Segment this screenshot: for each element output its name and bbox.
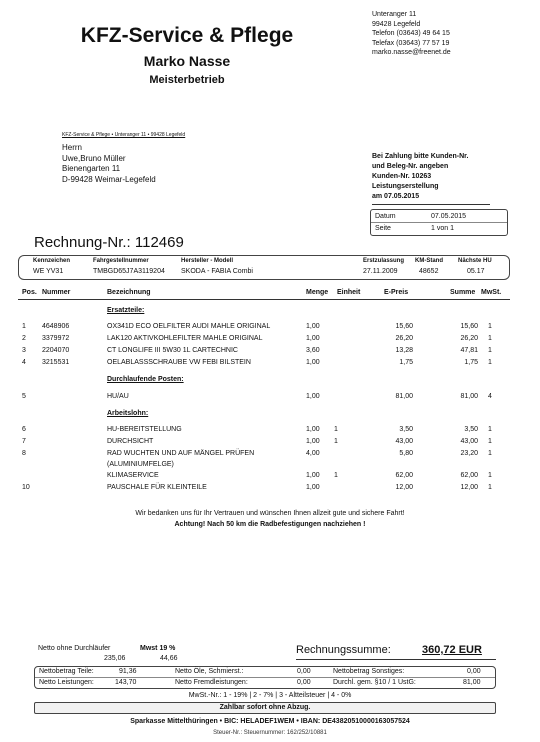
vehicle-header: Erstzulassung xyxy=(363,258,405,264)
table-row xyxy=(0,436,540,448)
item-pos: 5 xyxy=(22,393,26,400)
item-unit-price: 43,00 xyxy=(395,438,413,445)
date-label: Datum xyxy=(375,213,396,220)
vehicle-header: Kennzeichen xyxy=(33,258,71,264)
col-summe: Summe xyxy=(450,289,476,296)
item-total: 26,20 xyxy=(460,335,478,342)
netto-leistungen-label: Netto Leistungen: xyxy=(39,679,94,686)
payment-terms: Zahlbar sofort ohne Abzug. xyxy=(219,704,311,711)
item-unit-price: 26,20 xyxy=(395,335,413,342)
item-total: 3,50 xyxy=(464,426,478,433)
item-quantity: 1,00 xyxy=(306,335,320,342)
item-description: OX341D ECO OELFILTER AUDI MAHLE ORIGINAL xyxy=(107,323,271,330)
warning-text: Achtung! Nach 50 km die Radbefestigungen nachziehen ! xyxy=(174,521,366,528)
next-hu: 05.17 xyxy=(467,268,485,275)
date-value: 07.05.2015 xyxy=(431,213,467,220)
table-row xyxy=(0,357,540,369)
vehicle-header: Hersteller - Modell xyxy=(181,258,234,264)
col-pos: Pos. xyxy=(22,289,37,296)
item-total: 81,00 xyxy=(460,393,478,400)
netto-label: Netto ohne Durchläufer xyxy=(38,645,111,652)
totals-box xyxy=(34,666,496,689)
netto-fremd-label: Netto Fremdleistungen: xyxy=(175,679,248,686)
item-vat-code: 1 xyxy=(488,359,492,366)
table-header xyxy=(0,287,540,299)
page-label: Seite xyxy=(375,225,391,232)
item-vat-code: 1 xyxy=(488,484,492,491)
contact-line: Telefax (03643) 77 57 19 xyxy=(372,39,450,47)
netto-sonstiges-label: Nettobetrag Sonstiges: xyxy=(333,668,405,675)
item-unit-price: 62,00 xyxy=(395,472,413,479)
vehicle-header: KM-Stand xyxy=(415,258,443,264)
item-number: 2204070 xyxy=(42,347,70,354)
thanks-text: Wir bedanken uns für Ihr Vertrauen und wünschen Ihnen allzeit gute und sichere Fahrt! xyxy=(135,510,405,517)
item-quantity: 1,00 xyxy=(306,438,320,445)
item-total: 1,75 xyxy=(464,359,478,366)
item-vat-code: 1 xyxy=(488,472,492,479)
notice-line: Kunden-Nr. 10263 xyxy=(372,173,432,180)
netto-fremd-value: 0,00 xyxy=(297,679,311,686)
company-subtitle: Meisterbetrieb xyxy=(149,74,225,86)
mileage: 48652 xyxy=(419,268,439,275)
netto-teile-value: 91,36 xyxy=(119,668,137,675)
license-plate: WE YV31 xyxy=(33,268,64,275)
recipient-address xyxy=(62,143,156,185)
item-pos: 6 xyxy=(22,426,26,433)
item-quantity: 1,00 xyxy=(306,359,320,366)
mwst-value: 44,66 xyxy=(160,655,178,662)
item-unit: 1 xyxy=(334,472,338,479)
notice-line: am 07.05.2015 xyxy=(372,193,420,200)
item-description: HU-BEREITSTELLUNG xyxy=(107,426,182,433)
item-quantity: 1,00 xyxy=(306,323,320,330)
vehicle-header: Fahrgestellnummer xyxy=(93,258,149,264)
durchl-value: 81,00 xyxy=(463,679,481,686)
item-description: CT LONGLIFE III 5W30 1L CARTECHNIC xyxy=(107,347,238,354)
col-menge: Menge xyxy=(306,289,329,296)
col-bezeichnung: Bezeichnung xyxy=(107,289,151,296)
sum-label: Rechnungssumme: xyxy=(296,644,391,656)
netto-leistungen-value: 143,70 xyxy=(115,679,137,686)
item-quantity: 3,60 xyxy=(306,347,320,354)
item-description: (ALUMINIUMFELGE) xyxy=(107,461,174,468)
table-row xyxy=(0,424,540,436)
contact-line: Telefon (03643) 49 64 15 xyxy=(372,30,450,37)
tax-number: Steuer-Nr.: Steuernummer: 162/252/10881 xyxy=(213,730,327,736)
recipient-line: D-99428 Weimar-Legefeld xyxy=(62,174,156,184)
item-unit: 1 xyxy=(334,438,338,445)
item-unit-price: 15,60 xyxy=(395,323,413,330)
section-durchlaufende: Durchlaufende Posten: xyxy=(107,376,184,383)
notice-line: und Beleg-Nr. angeben xyxy=(372,163,449,170)
item-total: 47,81 xyxy=(460,347,478,354)
table-row xyxy=(0,345,540,357)
item-quantity: 1,00 xyxy=(306,393,320,400)
vin: TMBGD65J7A3119204 xyxy=(93,268,165,275)
item-quantity: 1,00 xyxy=(306,484,320,491)
item-unit: 1 xyxy=(334,426,338,433)
item-quantity: 1,00 xyxy=(306,472,320,479)
sender-line: KFZ-Service & Pflege • Unteranger 11 • 99428 Legefeld xyxy=(62,132,186,138)
table-row xyxy=(0,470,540,482)
item-quantity: 4,00 xyxy=(306,450,320,457)
recipient-line: Herrn xyxy=(62,143,83,152)
item-total: 62,00 xyxy=(460,472,478,479)
item-pos: 2 xyxy=(22,335,26,342)
table-row xyxy=(0,391,540,403)
item-pos: 3 xyxy=(22,347,26,354)
item-total: 12,00 xyxy=(460,484,478,491)
section-ersatzteile: Ersatzteile: xyxy=(107,307,145,314)
item-unit-price: 81,00 xyxy=(395,393,413,400)
company-owner: Marko Nasse xyxy=(143,53,231,69)
table-row xyxy=(0,333,540,345)
item-vat-code: 1 xyxy=(488,438,492,445)
durchl-label: Durchl. gem. §10 / 1 UstG: xyxy=(333,679,416,686)
first-registration: 27.11.2009 xyxy=(363,268,398,275)
netto-oele-label: Netto Öle, Schmierst.: xyxy=(175,668,244,675)
contact-line: 99428 Legefeld xyxy=(372,20,421,28)
item-number: 3379972 xyxy=(42,335,70,342)
item-vat-code: 1 xyxy=(488,450,492,457)
col-mwst: MwSt. xyxy=(481,289,502,296)
item-unit-price: 3,50 xyxy=(399,426,413,433)
payment-box xyxy=(34,702,496,714)
item-unit-price: 1,75 xyxy=(399,359,413,366)
item-vat-code: 1 xyxy=(488,347,492,354)
vehicle-model: SKODA - FABIA Combi xyxy=(181,268,253,275)
mwst-label: Mwst 19 % xyxy=(140,645,176,652)
item-number: 4648906 xyxy=(42,323,70,330)
payment-notice xyxy=(372,152,468,202)
item-total: 15,60 xyxy=(460,323,478,330)
col-epreis: E-Preis xyxy=(384,289,409,296)
table-row xyxy=(0,482,540,494)
item-quantity: 1,00 xyxy=(306,426,320,433)
notice-underline xyxy=(372,204,490,205)
item-pos: 8 xyxy=(22,450,26,457)
item-description: OELABLASSSCHRAUBE VW FEBI BILSTEIN xyxy=(107,359,251,366)
netto-sonstiges-value: 0,00 xyxy=(467,668,481,675)
col-nummer: Nummer xyxy=(42,289,71,296)
date-box-divider xyxy=(371,222,507,223)
item-unit-price: 5,80 xyxy=(399,450,413,457)
netto-value: 235,06 xyxy=(104,655,126,662)
item-description: RAD WUCHTEN UND AUF MÄNGEL PRÜFEN xyxy=(107,450,255,457)
item-description: DURCHSICHT xyxy=(107,438,154,445)
item-unit-price: 13,28 xyxy=(395,347,413,354)
table-header-rule xyxy=(18,299,510,300)
totals-box-divider xyxy=(35,677,495,678)
item-pos: 10 xyxy=(22,484,30,491)
company-contact xyxy=(372,10,451,58)
item-total: 43,00 xyxy=(460,438,478,445)
item-total: 23,20 xyxy=(460,450,478,457)
contact-line: Unteranger 11 xyxy=(372,11,417,18)
item-pos: 7 xyxy=(22,438,26,445)
page-value: 1 von 1 xyxy=(431,225,454,232)
item-description: KLIMASERVICE xyxy=(107,472,159,479)
item-number: 3215531 xyxy=(42,359,70,366)
item-pos: 1 xyxy=(22,323,26,330)
date-box xyxy=(370,209,508,236)
item-vat-code: 1 xyxy=(488,426,492,433)
netto-teile-label: Nettobetrag Teile: xyxy=(39,668,94,675)
table-row xyxy=(0,321,540,333)
item-pos: 4 xyxy=(22,359,26,366)
item-description: HU/AU xyxy=(107,393,129,400)
bank-details: Sparkasse Mittelthüringen • BIC: HELADEF1WEM • IBAN: DE43820510000163057524 xyxy=(130,718,410,725)
recipient-line: Bienengarten 11 xyxy=(62,164,121,173)
recipient-line: Uwe,Bruno Müller xyxy=(62,153,126,163)
item-description: PAUSCHALE FÜR KLEINTEILE xyxy=(107,484,207,491)
invoice-title: Rechnung-Nr.: 112469 xyxy=(34,234,184,251)
notice-line: Bei Zahlung bitte Kunden-Nr. xyxy=(372,153,469,160)
notice-line: Leistungserstellung xyxy=(372,183,439,190)
item-description: LAK120 AKTIVKOHLEFILTER MAHLE ORIGINAL xyxy=(107,335,263,342)
item-unit-price: 12,00 xyxy=(395,484,413,491)
mwst-codes: MwSt.-Nr.: 1 - 19% | 2 - 7% | 3 - Altteilsteuer | 4 - 0% xyxy=(188,692,352,699)
sum-value: 360,72 EUR xyxy=(422,644,482,656)
vehicle-header: Nächste HU xyxy=(458,258,492,264)
sum-rule xyxy=(296,659,496,660)
contact-line: marko.nasse@freenet.de xyxy=(372,49,451,56)
item-vat-code: 1 xyxy=(488,335,492,342)
section-arbeitslohn: Arbeitslohn: xyxy=(107,410,149,417)
vehicle-box xyxy=(18,255,510,280)
item-vat-code: 1 xyxy=(488,323,492,330)
netto-oele-value: 0,00 xyxy=(297,668,311,675)
item-vat-code: 4 xyxy=(488,393,492,400)
company-name: KFZ-Service & Pflege xyxy=(80,24,294,47)
col-einheit: Einheit xyxy=(337,289,361,296)
